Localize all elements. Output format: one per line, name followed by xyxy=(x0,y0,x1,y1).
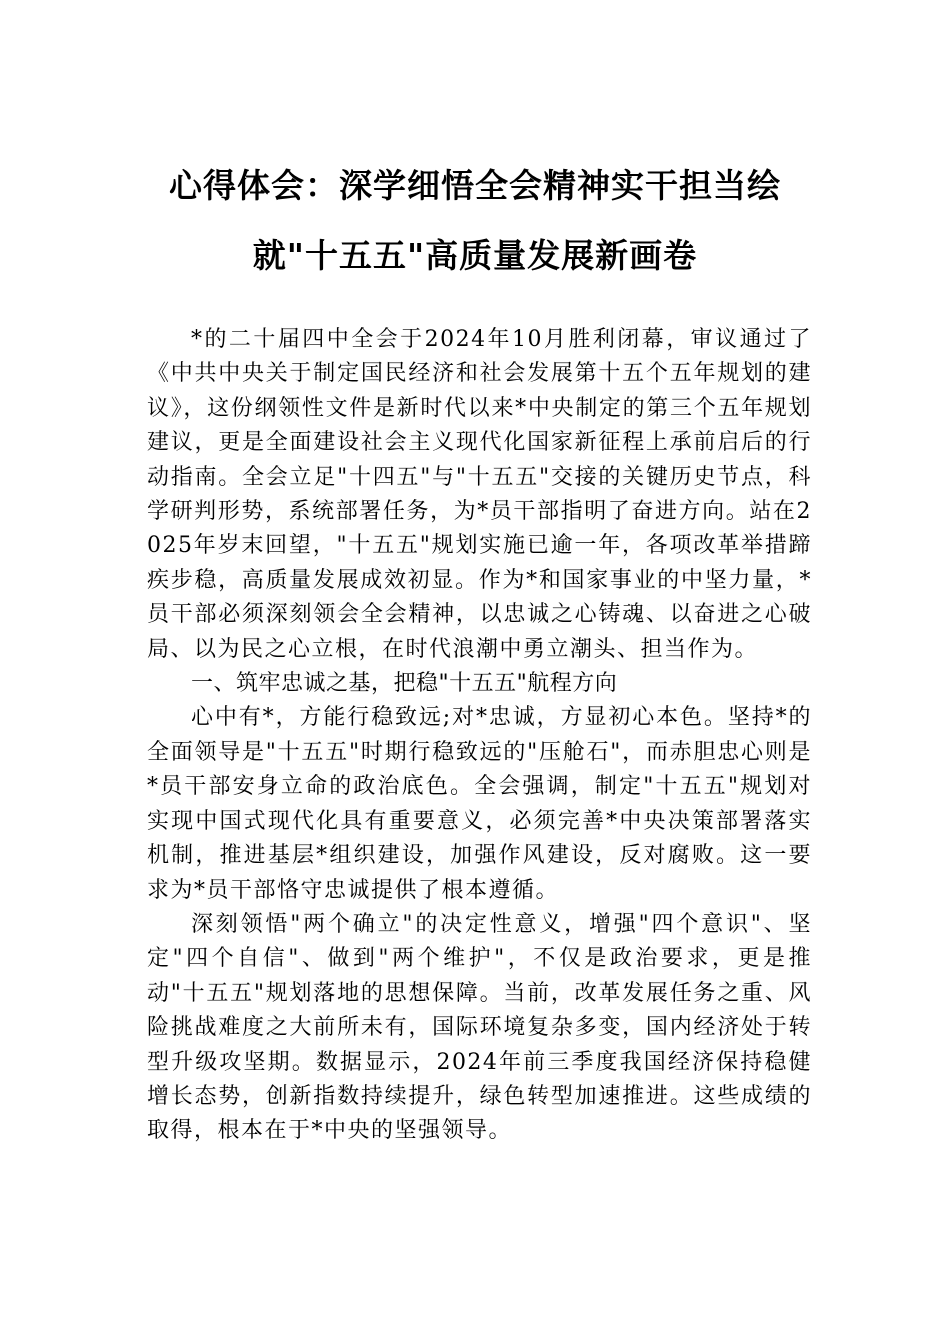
document-title-line-1: 心得体会：深学细悟全会精神实干担当绘 xyxy=(169,166,781,205)
section-heading: 一、筑牢忠诚之基，把稳"十五五"航程方向 xyxy=(191,671,618,697)
intro-paragraph: *的二十届四中全会于2024年10月胜利闭幕，审议通过了《中共中央关于制定国民经济和社会发展第十五个五年规划的建议》，这份纲领性文件是新时代以来*中央制定的第三个五年规划建议，更是全面建设社会主义现代化国家新征程上承前启后的行动指南。全会立足"十四五"与"十五五"交接的关键历史节点，科学研判形势，系统部署任务，为*员干部指明了奋进方向。站在2025年岁末回望，"十五五"规划实施已逾一年，各项改革举措蹄疾步稳，高质量发展成效初显。作为*和国家事业的中坚力量，*员干部必须深刻领会全会精神，以忠诚之心铸魂、以奋进之心破局、以为民之心立根，在时代浪潮中勇立潮头、担当作为。 xyxy=(147,327,812,662)
section-paragraph-2: 深刻领悟"两个确立"的决定性意义，增强"四个意识"、坚定"四个自信"、做到"两个维护"，不仅是政治要求，更是推动"十五五"规划落地的思想保障。当前，改革发展任务之重、风险挑战难度之大前所未有，国际环境复杂多变，国内经济处于转型升级攻坚期。数据显示，2024年前三季度我国经济保持稳健增长态势，创新指数持续提升，绿色转型加速推进。这些成绩的取得，根本在于*中央的坚强领导。 xyxy=(147,911,812,1144)
document-title-line-2: 就"十五五"高质量发展新画卷 xyxy=(252,236,698,275)
section-paragraph-1: 心中有*，方能行稳致远;对*忠诚，方显初心本色。坚持*的全面领导是"十五五"时期行稳致远的"压舱石"，而赤胆忠心则是*员干部安身立命的政治底色。全会强调，制定"十五五"规划对实现中国式现代化具有重要意义，必须完善*中央决策部署落实机制，推进基层*组织建设，加强作风建设，反对腐败。这一要求为*员干部恪守忠诚提供了根本遵循。 xyxy=(147,705,812,903)
document-body xyxy=(147,323,812,1149)
